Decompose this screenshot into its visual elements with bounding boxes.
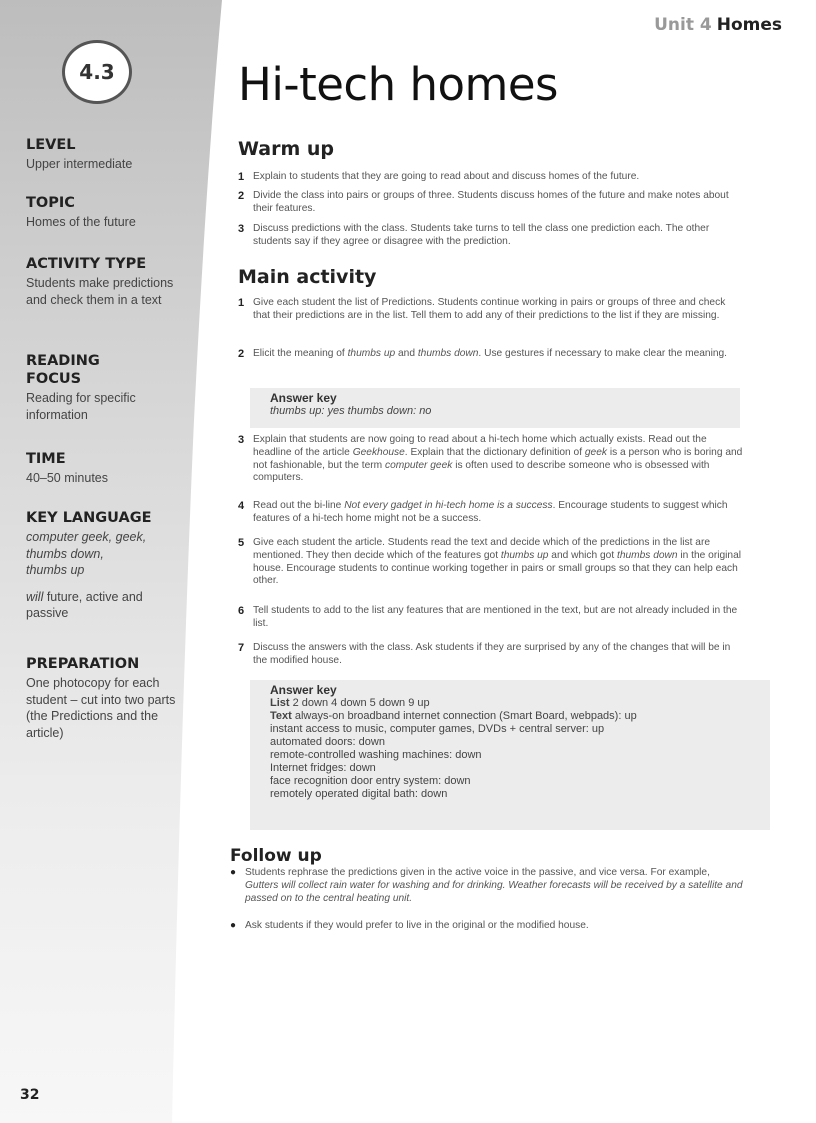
answer-key-box: [250, 388, 740, 428]
main-item: 2 Elicit the meaning of thumbs up and thumbs down. Use gestures if necessary to make clear the meaning.: [238, 348, 728, 360]
page-title: Hi-tech homes: [238, 58, 558, 111]
section-badge: 4.3: [62, 40, 132, 104]
main-item: 5 Give each student the article. Students read the text and decide which of the predictions in the list are mentioned. They then decide which of the features got thumbs up and which got thumbs down in the original house. Encourage students to continue working together in pairs or small groups so that they can help each other.: [238, 537, 742, 587]
key-language-grammar: will future, active and passive: [26, 589, 143, 620]
preparation-heading: PREPARATION: [26, 656, 140, 672]
warmup-heading: Warm up: [238, 138, 335, 160]
key-language-line: thumbs up: [26, 563, 85, 577]
followup-item: ● Students rephrase the predictions given in the active voice in the passive, and vice versa. For example, Gutters will collect rain water for washing and for drinking. Weather forecasts will be received by a satellite and passed on to the central heating unit.: [230, 867, 743, 904]
level-heading: LEVEL: [26, 137, 76, 153]
sidebar-reading-focus: [26, 352, 136, 423]
reading-heading: READING FOCUS: [26, 353, 100, 387]
answer-key-line: thumbs up: yes thumbs down: no: [270, 405, 432, 417]
sidebar-level: [26, 136, 176, 173]
sidebar-activity-type: [26, 255, 176, 308]
topic-heading: TOPIC: [26, 195, 75, 211]
answer-row: remote-controlled washing machines: down: [270, 749, 482, 761]
topic-text: Homes of the future: [26, 215, 136, 229]
followup-heading: Follow up: [230, 846, 322, 866]
answer-text-line: Text always-on broadband internet connection (Smart Board, webpads): up: [270, 710, 637, 722]
page-number: 32: [20, 1087, 40, 1103]
warmup-item: 2 Divide the class into pairs or groups of three. Students discuss homes of the future and make notes about their features.: [238, 190, 729, 214]
reading-text: Reading for specific information: [26, 391, 136, 422]
answer-key-heading: Answer key: [270, 391, 337, 405]
main-activity-heading: Main activity: [238, 266, 377, 288]
unit-header: Unit 4 Homes: [654, 15, 782, 35]
sidebar-preparation: [26, 655, 178, 741]
time-text: 40–50 minutes: [26, 471, 109, 485]
key-language-line: thumbs down,: [26, 546, 104, 561]
answer-list-line: List 2 down 4 down 5 down 9 up: [270, 697, 430, 709]
main-item: 7 Discuss the answers with the class. Ask students if they are surprised by any of the changes that will be in the modified house.: [238, 642, 731, 666]
followup-item: ● Ask students if they would prefer to live in the original or the modified house.: [230, 920, 589, 931]
activity-text: Students make predictions and check them in a text: [26, 276, 174, 307]
answer-row: remotely operated digital bath: down: [270, 788, 448, 800]
sidebar-key-language: [26, 509, 176, 622]
time-heading: TIME: [26, 451, 66, 467]
sidebar-time: [26, 450, 176, 487]
key-language-line: computer geek, geek,: [26, 530, 147, 544]
main-item: 1 Give each student the list of Predictions. Students continue working in pairs or groups of three and check that their predictions are in the list. Tell them to add any of their predictions to the list if they are missing.: [238, 297, 726, 321]
preparation-text: One photocopy for each student – cut into two parts (the Predictions and the article): [26, 676, 176, 740]
activity-heading: ACTIVITY TYPE: [26, 256, 147, 272]
warmup-item: 1 Explain to students that they are going to read about and discuss homes of the future.: [238, 171, 640, 183]
key-language-heading: KEY LANGUAGE: [26, 510, 152, 526]
answer-row: face recognition door entry system: down: [270, 775, 471, 787]
warmup-item: 3 Discuss predictions with the class. Students take turns to tell the class one prediction each. The other students say if they agree or disagree with the prediction.: [238, 223, 710, 247]
main-item: 6 Tell students to add to the list any features that are mentioned in the text, but are not already included in the list.: [238, 605, 738, 629]
answer-key-box: [250, 680, 770, 830]
answer-row: Internet fridges: down: [270, 762, 376, 774]
answer-key-heading: Answer key: [270, 683, 337, 697]
main-item: 3 Explain that students are now going to read about a hi-tech home which actually exists. Read out the headline of the article Geekhouse. Explain that the dictionary definition of geek is a person who is boring and not fashionable, but the term computer geek is often used to describe someone who is obsessed with computers.: [238, 434, 743, 484]
answer-row: automated doors: down: [270, 736, 385, 748]
answer-row: instant access to music, computer games, DVDs + central server: up: [270, 723, 605, 735]
level-text: Upper intermediate: [26, 157, 133, 171]
main-item: 4 Read out the bi-line Not every gadget in hi-tech home is a success. Encourage students to suggest which features of a hi-tech home might not be a success.: [238, 500, 728, 524]
sidebar-topic: [26, 194, 176, 231]
